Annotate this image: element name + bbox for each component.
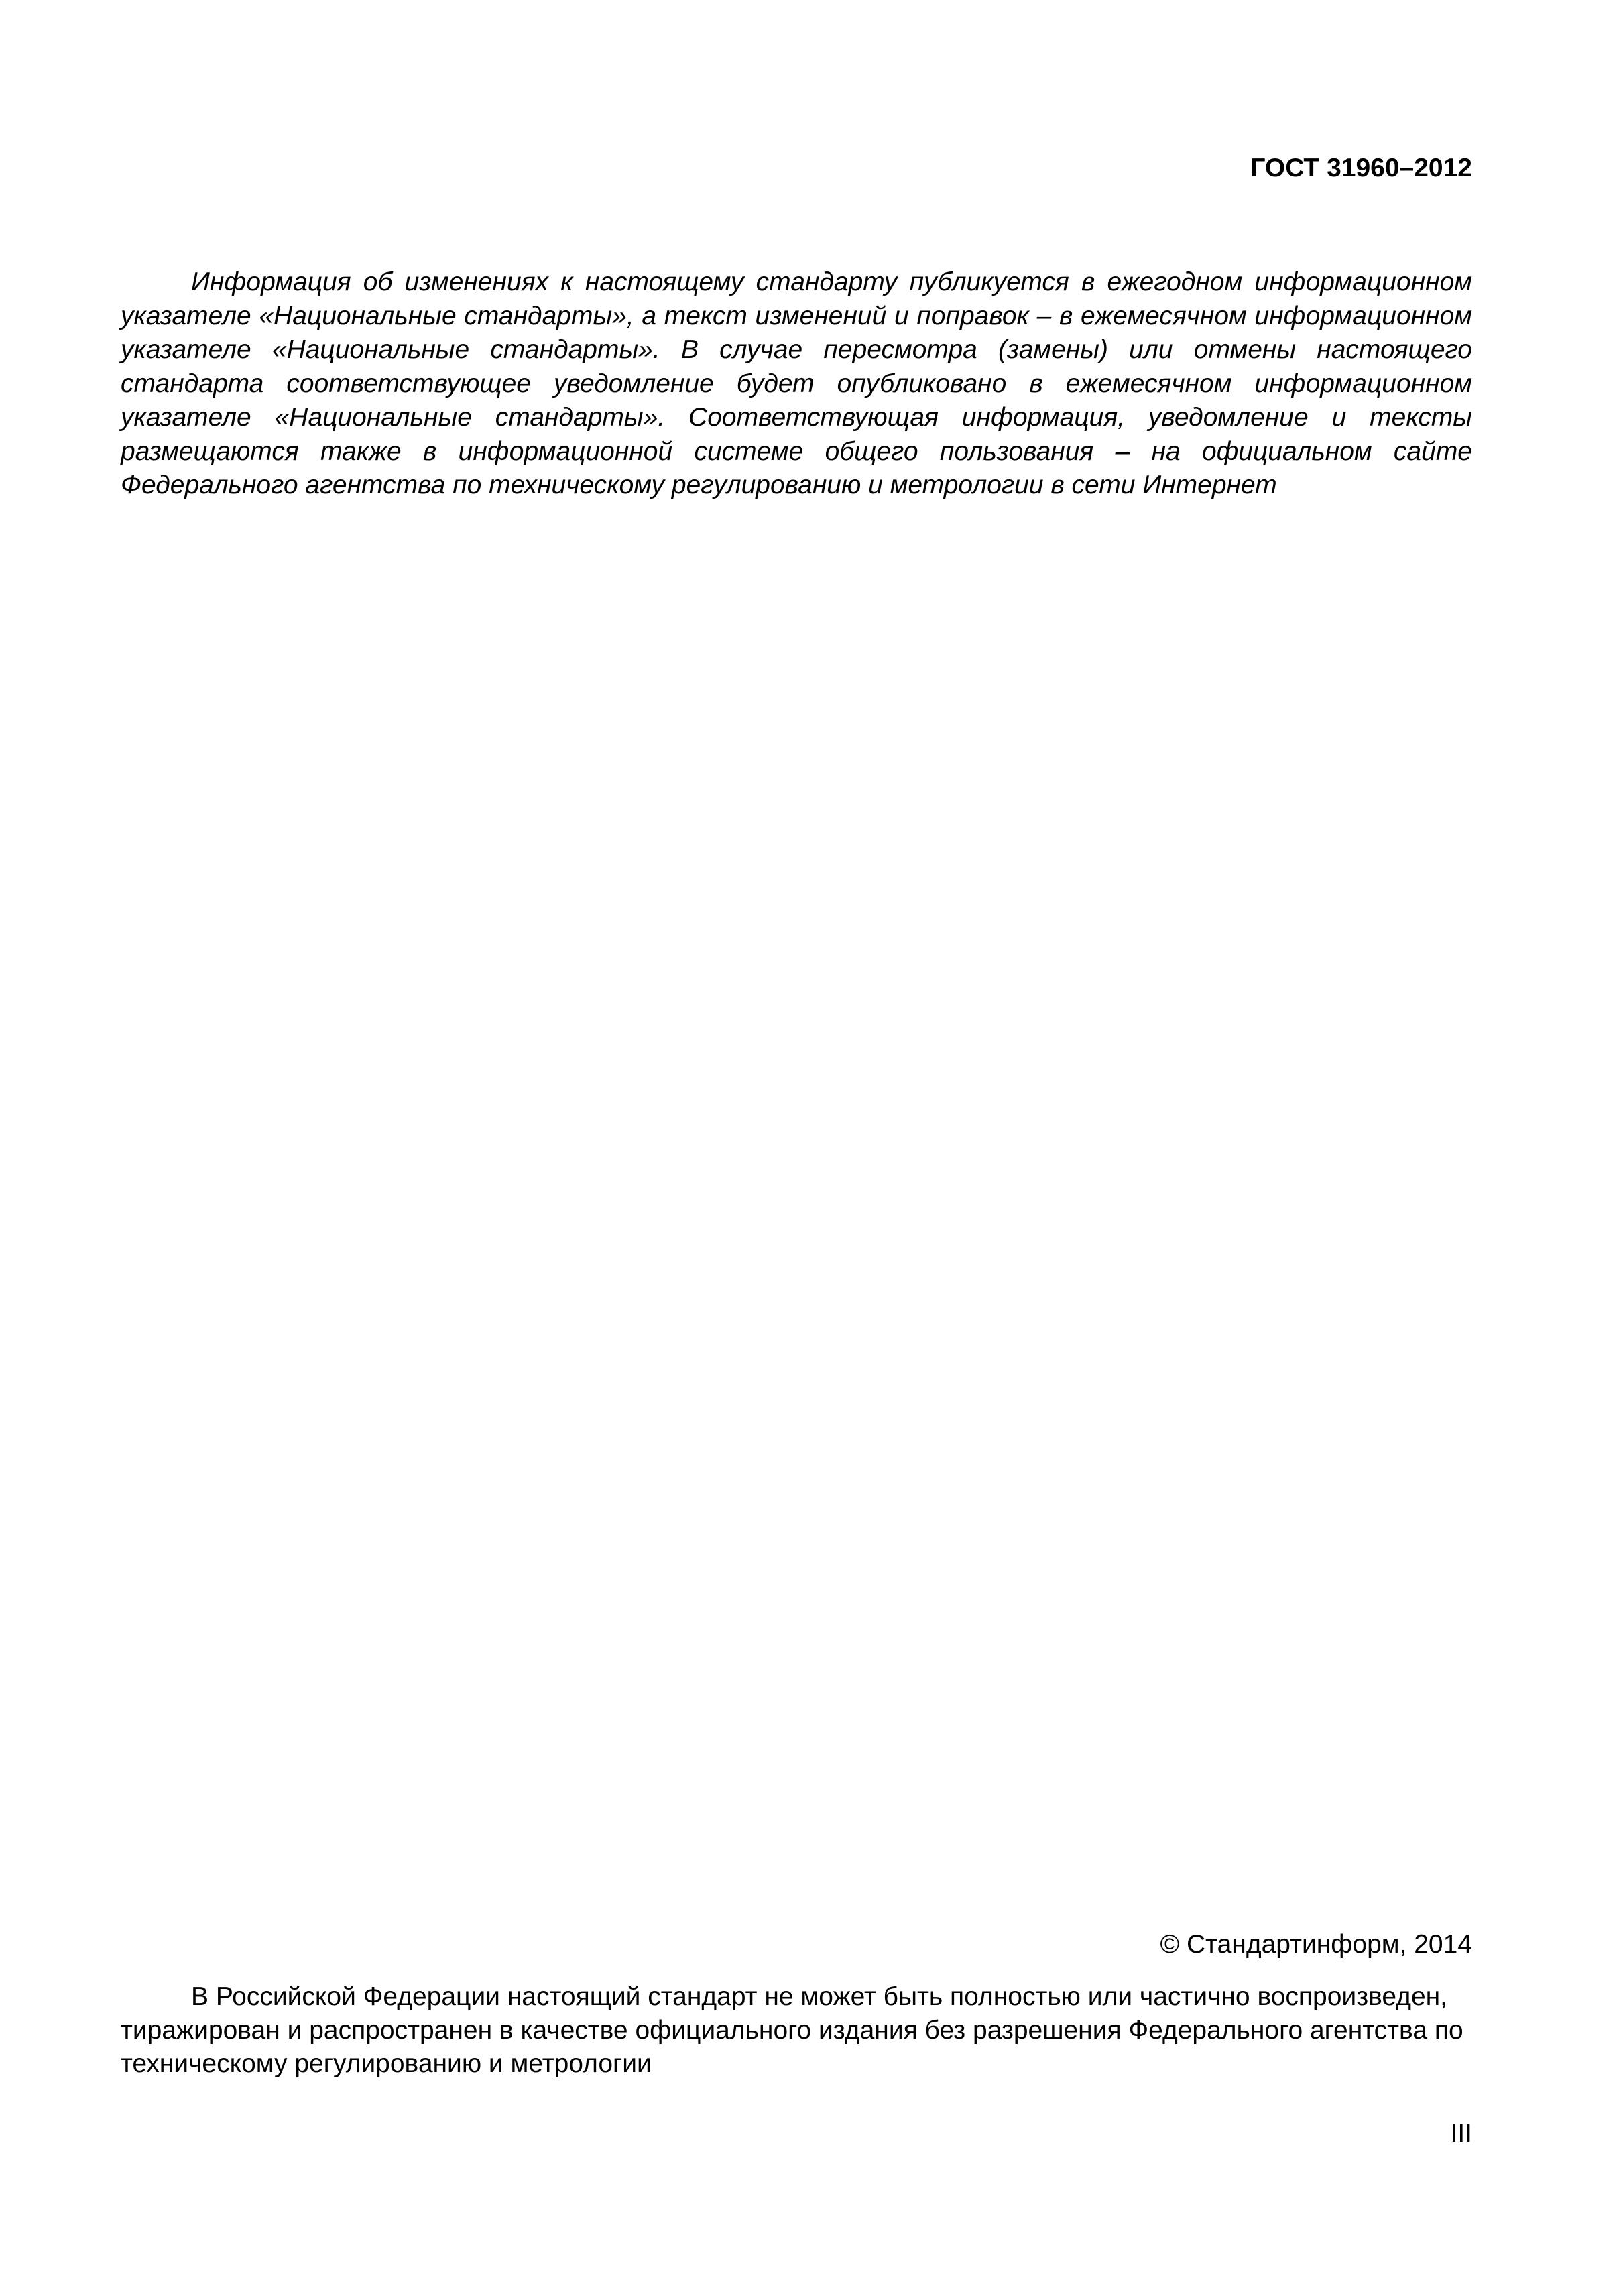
reproduction-rights-paragraph: В Российской Федерации настоящий стандарт не может быть полностью или частично воспроизведен, тиражирован и распространен в качестве официального издания без разрешения Федерального агентства по техническому регулированию и метрологии (121, 1982, 1463, 2078)
document-number: ГОСТ 31960–2012 (1250, 154, 1472, 182)
copyright-notice: © Стандартинформ, 2014 (1160, 1930, 1472, 1959)
page-number: III (1450, 2119, 1472, 2148)
amendment-info-paragraph: Информация об изменениях к настоящему стандарту публикуется в ежегодном информационном указателе «Национальные стандарты», а текст изменений и поправок – в ежемесячном информационном указателе «Национальные стандарты». В случае пересмотра (замены) или отмены настоящего стандарта соответствующее уведомление будет опубликовано в ежемесячном информационном указателе «Национальные стандарты». Соответствующая информация, уведомление и тексты размещаются также в информационной системе общего пользования – на официальном сайте Федерального агентства по техническому регулированию и метрологии в сети Интернет (121, 267, 1472, 499)
